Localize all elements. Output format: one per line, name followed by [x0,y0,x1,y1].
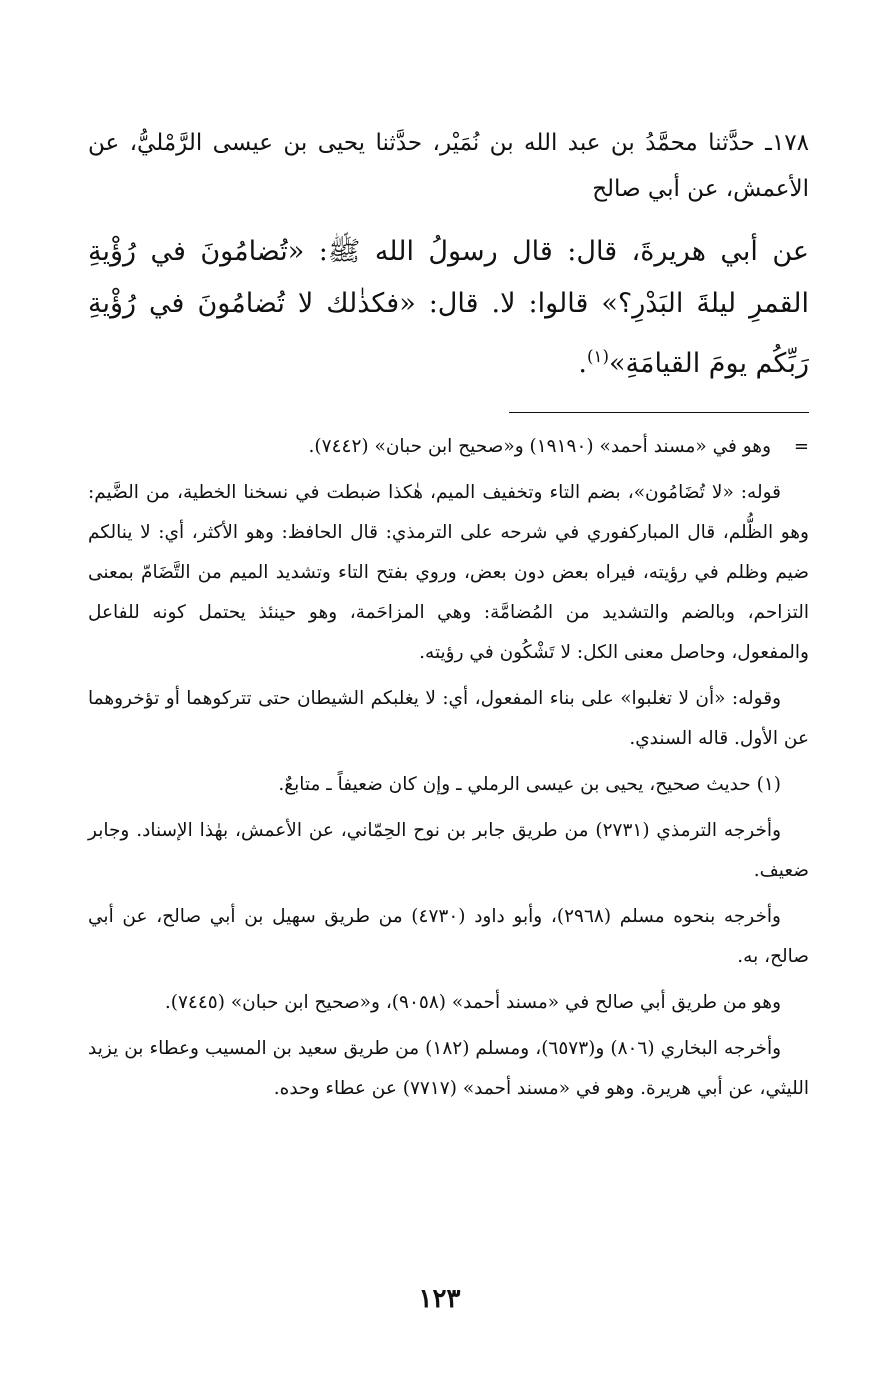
footnote-paragraph: (١) حديث صحيح، يحيى بن عيسى الرملي ـ وإن كان ضعيفاً ـ متابعٌ. [278,774,781,795]
footnote-paragraph: وأخرجه الترمذي (٢٧٣١) من طريق جابر بن نوح الحِمّاني، عن الأعمش، بهٰذا الإسناد. وجابر ضعيف. [88,820,809,881]
hadith-matn-text: عن أبي هريرةَ، قال: قال رسولُ الله ﷺ: «تُضامُونَ في رُؤْيةِ القمرِ ليلةَ البَدْرِ؟» قالوا: لا. قال: «فكذٰلك لا تُضامُونَ في رُؤْيةِ رَبِّكُم يومَ القيامَةِ» [88,236,809,379]
footnote-separator [509,412,809,413]
footnote-paragraph [88,427,809,467]
hadith-isnad: ١٧٨ـ حدَّثنا محمَّدُ بن عبد الله بن نُمَيْر، حدَّثنا يحيى بن عيسى الرَّمْليُّ، عن الأعمش، عن أبي صالح [88,130,809,202]
footnote-paragraph: وأخرجه البخاري (٨٠٦) و(٦٥٧٣)، ومسلم (١٨٢) من طريق سعيد بن المسيب وعطاء بن يزيد الليثي، عن أبي هريرة. وهو في «مسند أحمد» (٧٧١٧) عن عطاء وحده. [88,1038,809,1099]
footnote-paragraph: قوله: «لا تُضَامُون»، بضم التاء وتخفيف الميم، هٰكذا ضبطت في نسخنا الخطية، من الضَّيم: وهو الظُّلم، قال المباركفوري في شرحه على الترمذي: قال الحافظ: وهو الأكثر، أي: لا ينالكم ضيم وظلم في رؤيته، فيراه بعض دون بعض، وروي بفتح التاء وتشديد الميم من التَّضَامّ بمعنى التزاحم، وبالضم والتشديد من المُضامَّة: وهي المزاحَمة، وهو حينئذ يحتمل كونه للفاعل والمفعول، وحاصل معنى الكل: لا تَشْكُون في رؤيته. [88,482,809,663]
footnote-paragraph: وهو من طريق أبي صالح في «مسند أحمد» (٩٠٥٨)، و«صحيح ابن حبان» (٧٤٤٥). [164,992,781,1013]
hadith-matn-end: . [578,348,587,379]
footnote-text: وهو في «مسند أحمد» (١٩١٩٠) و«صحيح ابن حبان» (٧٤٤٢). [308,436,771,457]
footnote-paragraph: وأخرجه بنحوه مسلم (٢٩٦٨)، وأبو داود (٤٧٣٠) من طريق سهيل بن أبي صالح، عن أبي صالح، به. [88,906,809,967]
continuation-mark: = [793,436,809,457]
footnote-paragraph: وقوله: «أن لا تغلبوا» على بناء المفعول، أي: لا يغلبكم الشيطان حتى تتركوهما أو تؤخروهما عن الأول. قاله السندي. [88,688,809,749]
footnote-reference: (١) [586,346,609,366]
hadith-matn [88,226,809,390]
footnotes [88,427,809,1109]
page-number: ١٢٣ [418,1284,461,1314]
